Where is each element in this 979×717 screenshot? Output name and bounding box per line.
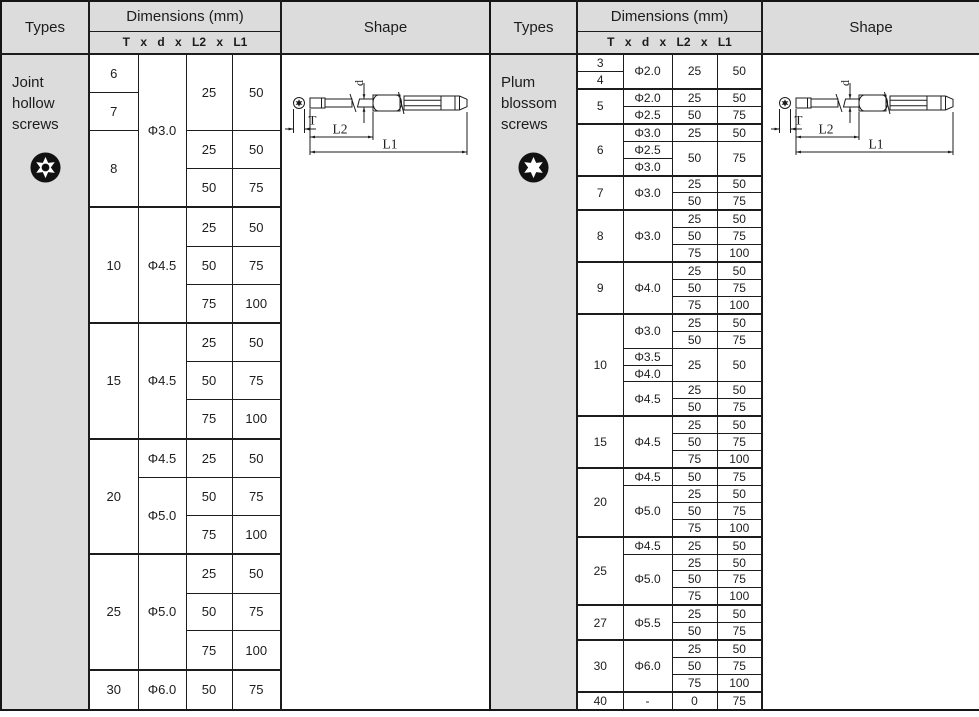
- dimension-columns-header: T x d x L2 x L1: [577, 31, 762, 54]
- l1-cell: 100: [717, 451, 762, 468]
- d-cell: Φ5.0: [138, 554, 186, 670]
- table-row: [490, 54, 979, 71]
- l2-cell: 75: [672, 296, 717, 313]
- l1-cell: 50: [717, 485, 762, 502]
- shape-header: Shape: [762, 1, 979, 54]
- d-cell: Φ6.0: [623, 640, 672, 692]
- l2-cell: 75: [186, 515, 232, 554]
- l1-cell: 100: [232, 284, 281, 323]
- d-cell: Φ2.5: [623, 141, 672, 158]
- d-cell: Φ3.0: [623, 314, 672, 348]
- t-cell: 25: [89, 554, 138, 670]
- l2-cell: 50: [672, 280, 717, 297]
- d-cell: Φ4.0: [623, 262, 672, 314]
- torx-star-icon: [491, 151, 576, 187]
- d-cell: Φ4.5: [623, 416, 672, 468]
- l1-cell: 50: [717, 89, 762, 106]
- type-cell: [490, 54, 577, 710]
- l2-cell: 50: [672, 228, 717, 245]
- l1-cell: 75: [717, 228, 762, 245]
- l2-cell: 50: [672, 399, 717, 416]
- l1-cell: 50: [232, 131, 281, 169]
- l1-cell: 75: [717, 623, 762, 640]
- l2-cell: 25: [186, 54, 232, 131]
- l2-cell: 50: [186, 670, 232, 710]
- l1-cell: 75: [717, 571, 762, 588]
- security-torx-icon: [2, 151, 88, 187]
- t-cell: 30: [89, 670, 138, 710]
- l2-cell: 50: [672, 434, 717, 451]
- d-cell: Φ2.5: [623, 106, 672, 123]
- l1-cell: 75: [717, 331, 762, 348]
- d-cell: Φ4.5: [623, 468, 672, 485]
- l1-cell: 50: [232, 554, 281, 593]
- l1-cell: 75: [717, 280, 762, 297]
- d-cell: Φ5.0: [623, 554, 672, 605]
- l1-cell: 75: [232, 168, 281, 207]
- l1-cell: 100: [232, 515, 281, 554]
- types-header: Types: [490, 1, 577, 54]
- l2-cell: 50: [672, 106, 717, 123]
- d-cell: Φ4.5: [623, 382, 672, 416]
- l1-cell: 100: [717, 674, 762, 691]
- t-cell: 5: [577, 89, 623, 124]
- d-cell: Φ2.0: [623, 54, 672, 89]
- d-cell: Φ3.0: [138, 54, 186, 207]
- l2-cell: 25: [672, 348, 717, 382]
- l2-cell: 50: [672, 193, 717, 210]
- shape-cell: [762, 54, 979, 710]
- l2-cell: 25: [672, 314, 717, 331]
- l2-cell: 75: [672, 519, 717, 536]
- l2-cell: 50: [672, 623, 717, 640]
- d-cell: Φ4.5: [623, 537, 672, 554]
- l2-cell: 50: [672, 468, 717, 485]
- l2-cell: 75: [186, 284, 232, 323]
- t-cell: 20: [577, 468, 623, 537]
- t-cell: 7: [89, 93, 138, 131]
- l2-cell: 25: [672, 210, 717, 227]
- l2-cell: 25: [186, 323, 232, 362]
- t-cell: 25: [577, 537, 623, 606]
- shape-header: Shape: [281, 1, 490, 54]
- d-cell: Φ3.5: [623, 348, 672, 365]
- l1-cell: 50: [717, 416, 762, 433]
- bit-dimension-drawing: [283, 59, 488, 169]
- l2-cell: 0: [672, 692, 717, 710]
- t-cell: 7: [577, 176, 623, 211]
- type-name: Joint hollow screws: [12, 74, 59, 133]
- t-cell: 6: [89, 54, 138, 93]
- l1-cell: 50: [232, 54, 281, 131]
- d-cell: Φ5.5: [623, 605, 672, 640]
- l1-cell: 100: [717, 245, 762, 262]
- l1-cell: 50: [717, 605, 762, 622]
- t-cell: 8: [89, 131, 138, 208]
- l1-cell: 50: [717, 348, 762, 382]
- l2-cell: 50: [186, 246, 232, 284]
- shape-cell: [281, 54, 490, 710]
- l2-cell: 25: [672, 54, 717, 89]
- l1-cell: 75: [717, 468, 762, 485]
- t-cell: 4: [577, 71, 623, 88]
- l2-cell: 50: [186, 477, 232, 515]
- l1-cell: 50: [232, 323, 281, 362]
- d-cell: Φ3.0: [623, 158, 672, 175]
- l2-cell: 25: [186, 554, 232, 593]
- l1-cell: 50: [717, 210, 762, 227]
- l2-cell: 25: [186, 207, 232, 246]
- l1-cell: 50: [232, 439, 281, 478]
- d-cell: Φ3.0: [623, 210, 672, 262]
- bit-dimension-drawing: [769, 59, 974, 169]
- l2-cell: 25: [672, 554, 717, 571]
- d-cell: -: [623, 692, 672, 710]
- l1-cell: 75: [717, 692, 762, 710]
- l1-cell: 50: [717, 537, 762, 554]
- t-cell: 10: [89, 207, 138, 323]
- l2-cell: 50: [672, 141, 717, 175]
- joint-hollow-screws-table: [0, 0, 491, 711]
- l2-cell: 50: [186, 593, 232, 631]
- l1-cell: 75: [717, 434, 762, 451]
- l2-cell: 25: [672, 640, 717, 657]
- l1-cell: 75: [717, 193, 762, 210]
- d-cell: Φ4.5: [138, 439, 186, 478]
- l2-cell: 75: [672, 245, 717, 262]
- l2-cell: 75: [186, 400, 232, 439]
- d-cell: Φ6.0: [138, 670, 186, 710]
- l2-cell: 25: [186, 131, 232, 169]
- type-cell: [1, 54, 89, 710]
- l1-cell: 75: [717, 658, 762, 675]
- t-cell: 8: [577, 210, 623, 262]
- l1-cell: 100: [717, 519, 762, 536]
- d-cell: Φ2.0: [623, 89, 672, 106]
- l2-cell: 25: [672, 176, 717, 193]
- l2-cell: 50: [672, 658, 717, 675]
- t-cell: 3: [577, 54, 623, 71]
- l2-cell: 75: [672, 588, 717, 605]
- l1-cell: 75: [717, 141, 762, 175]
- t-cell: 27: [577, 605, 623, 640]
- l1-cell: 75: [717, 502, 762, 519]
- l1-cell: 50: [717, 54, 762, 89]
- l1-cell: 75: [232, 362, 281, 400]
- l2-cell: 25: [186, 439, 232, 478]
- l2-cell: 50: [186, 362, 232, 400]
- d-cell: Φ3.0: [623, 124, 672, 141]
- l1-cell: 100: [232, 631, 281, 670]
- dimension-columns-header: T x d x L2 x L1: [89, 31, 281, 54]
- dimensions-header: Dimensions (mm): [89, 1, 281, 31]
- t-cell: 6: [577, 124, 623, 176]
- d-cell: Φ5.0: [138, 477, 186, 554]
- t-cell: 15: [89, 323, 138, 439]
- l1-cell: 75: [717, 399, 762, 416]
- l2-cell: 25: [672, 537, 717, 554]
- l1-cell: 50: [717, 554, 762, 571]
- table-row: [1, 54, 490, 93]
- l1-cell: 100: [717, 296, 762, 313]
- l2-cell: 50: [672, 331, 717, 348]
- l1-cell: 100: [232, 400, 281, 439]
- l1-cell: 50: [717, 314, 762, 331]
- l2-cell: 25: [672, 262, 717, 279]
- l1-cell: 75: [232, 246, 281, 284]
- t-cell: 30: [577, 640, 623, 692]
- l2-cell: 25: [672, 382, 717, 399]
- l2-cell: 25: [672, 416, 717, 433]
- l2-cell: 25: [672, 89, 717, 106]
- l1-cell: 75: [232, 670, 281, 710]
- types-header: Types: [1, 1, 89, 54]
- type-name: Plum blossom screws: [501, 74, 557, 133]
- t-cell: 15: [577, 416, 623, 468]
- t-cell: 9: [577, 262, 623, 314]
- d-cell: Φ4.5: [138, 207, 186, 323]
- l1-cell: 50: [717, 640, 762, 657]
- l2-cell: 75: [672, 451, 717, 468]
- l1-cell: 75: [717, 106, 762, 123]
- l2-cell: 50: [672, 571, 717, 588]
- l1-cell: 50: [717, 382, 762, 399]
- l2-cell: 50: [186, 168, 232, 207]
- t-cell: 10: [577, 314, 623, 416]
- plum-blossom-screws-table: [489, 0, 979, 711]
- l1-cell: 50: [717, 262, 762, 279]
- l2-cell: 75: [672, 674, 717, 691]
- l1-cell: 75: [232, 593, 281, 631]
- dimensions-header: Dimensions (mm): [577, 1, 762, 31]
- l2-cell: 50: [672, 502, 717, 519]
- l2-cell: 75: [186, 631, 232, 670]
- l1-cell: 50: [717, 176, 762, 193]
- l1-cell: 75: [232, 477, 281, 515]
- d-cell: Φ4.0: [623, 365, 672, 382]
- l2-cell: 25: [672, 124, 717, 141]
- t-cell: 20: [89, 439, 138, 555]
- l1-cell: 100: [717, 588, 762, 605]
- t-cell: 40: [577, 692, 623, 710]
- d-cell: Φ5.0: [623, 485, 672, 536]
- l1-cell: 50: [232, 207, 281, 246]
- d-cell: Φ4.5: [138, 323, 186, 439]
- l2-cell: 25: [672, 485, 717, 502]
- l1-cell: 50: [717, 124, 762, 141]
- d-cell: Φ3.0: [623, 176, 672, 211]
- l2-cell: 25: [672, 605, 717, 622]
